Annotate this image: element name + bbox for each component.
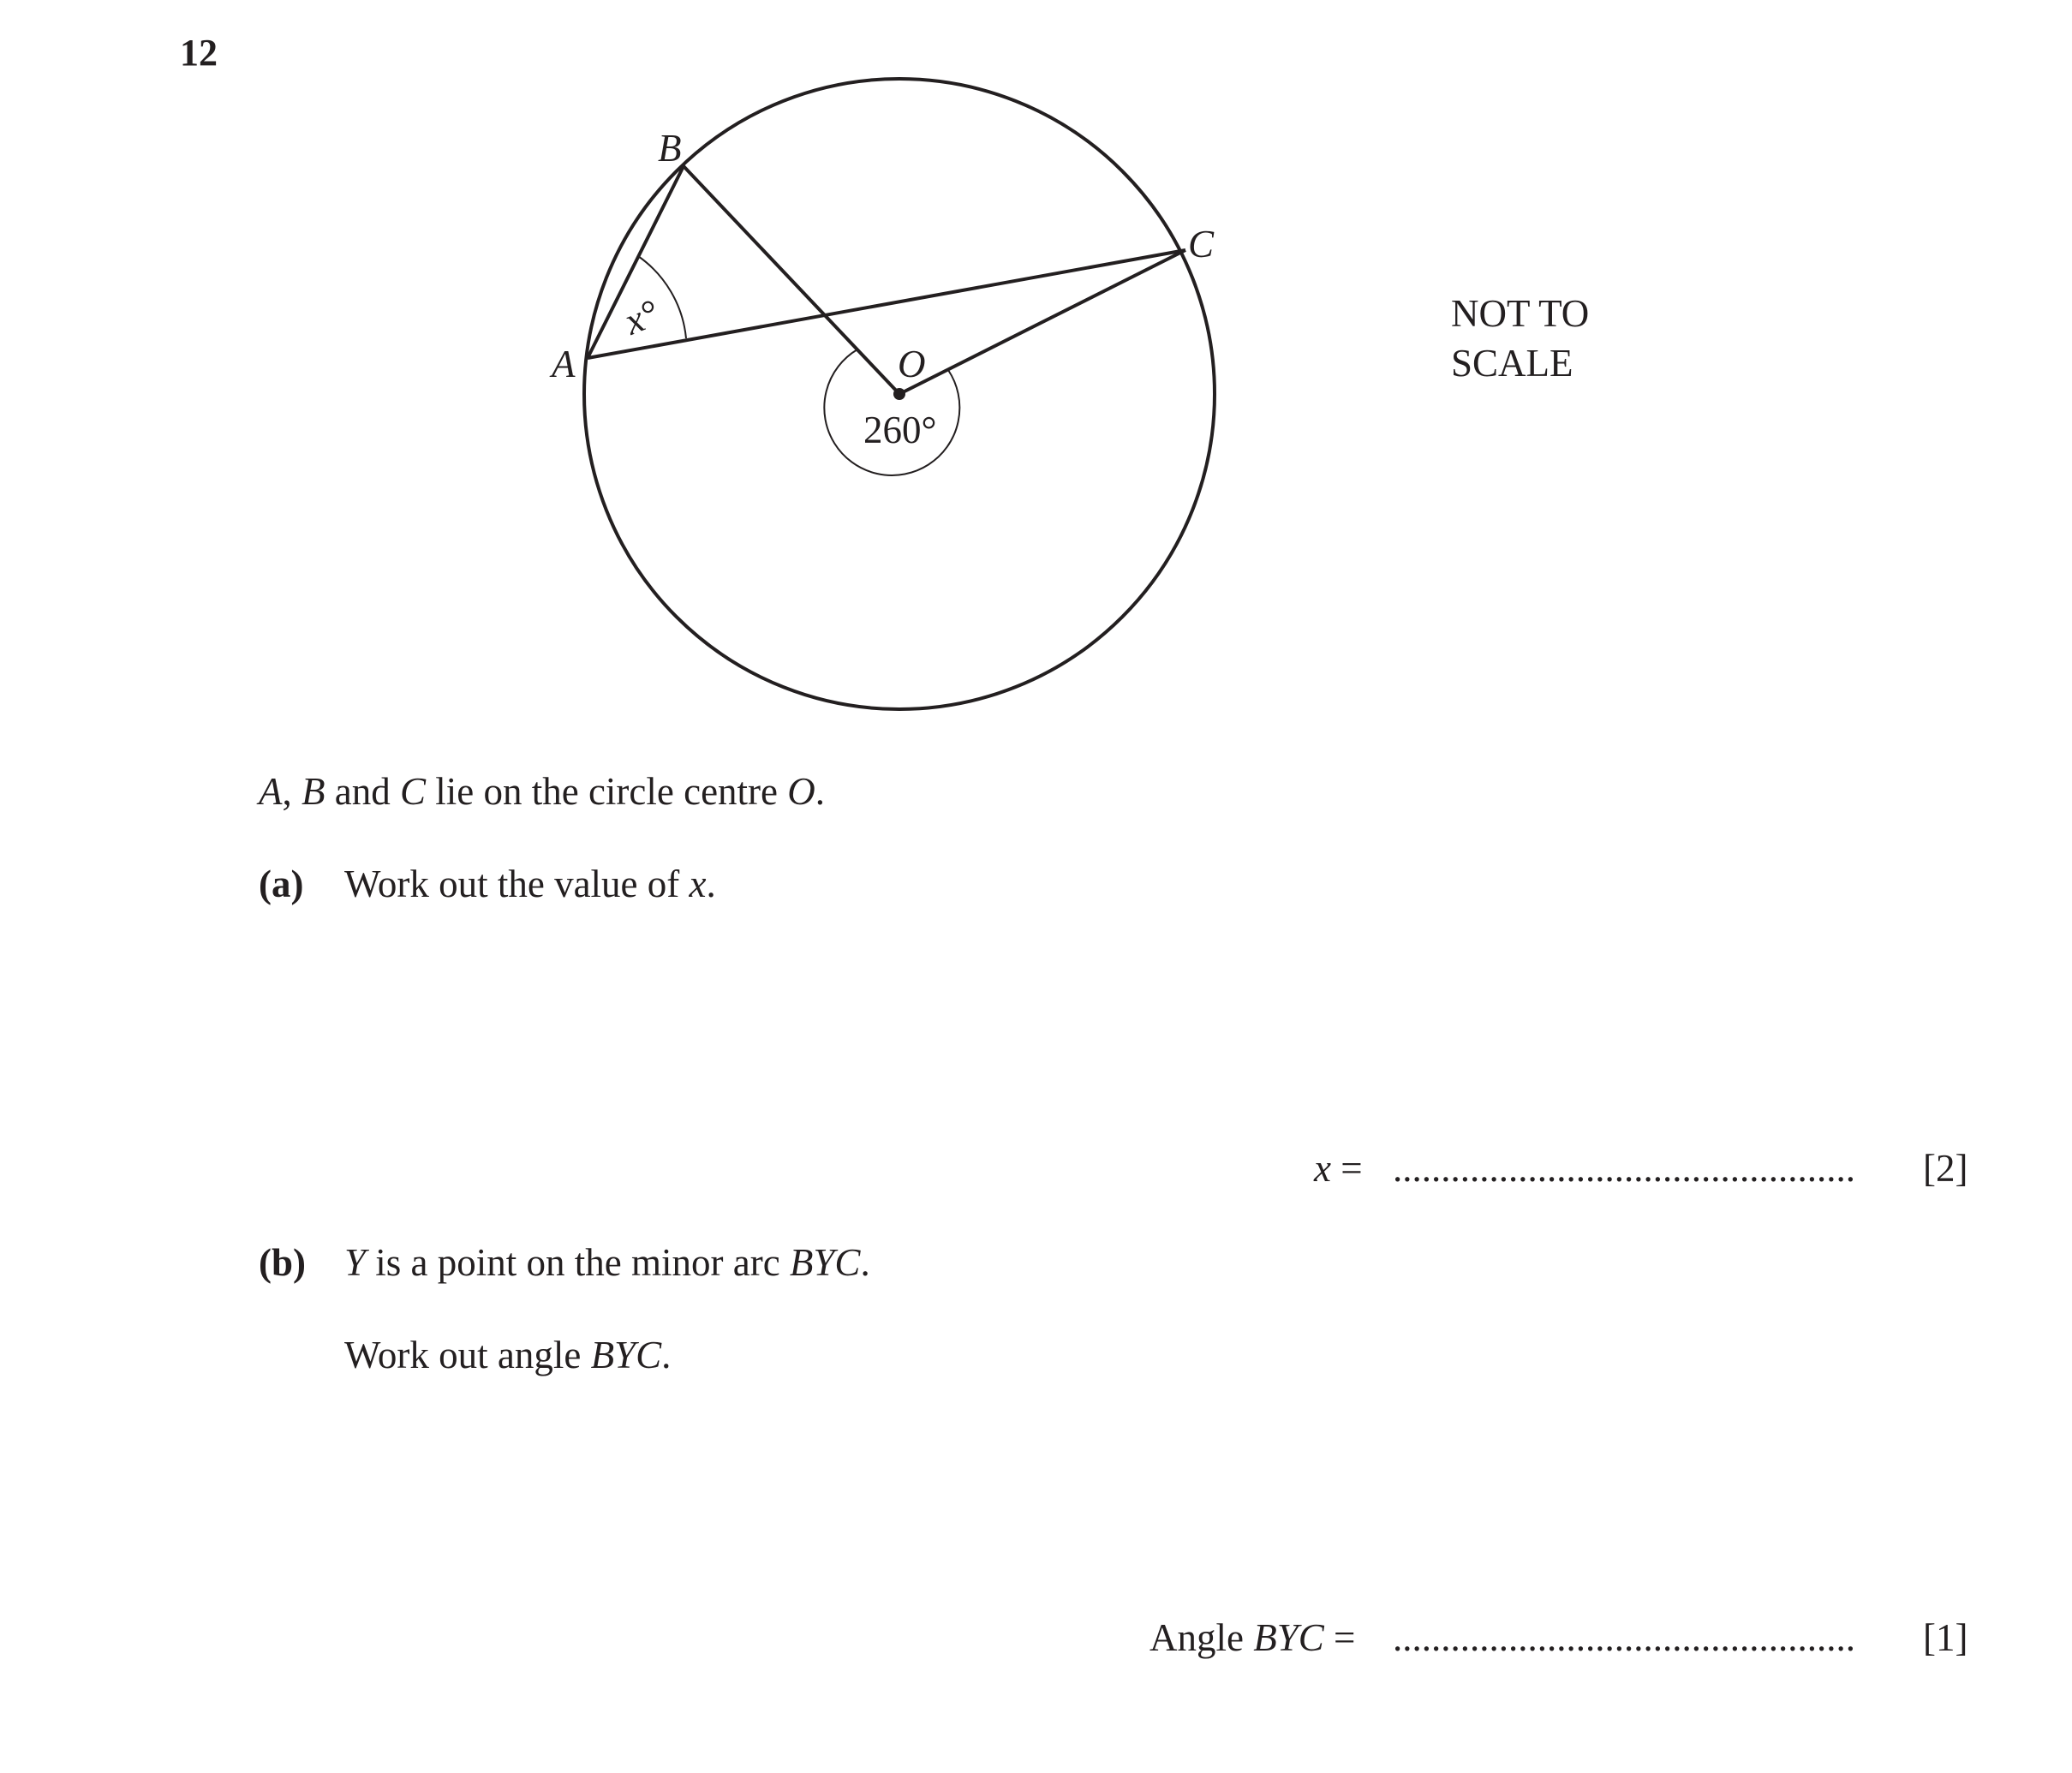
- intro-point-c: C: [399, 770, 426, 813]
- part-b-angle: BYC: [590, 1334, 662, 1376]
- part-a-text: Work out the value of: [344, 863, 690, 905]
- part-a-answer-eq: =: [1330, 1147, 1363, 1190]
- label-b: B: [658, 127, 682, 170]
- intro-point-o: O: [787, 770, 815, 813]
- part-a-question: [344, 862, 716, 906]
- part-a-answer-line[interactable]: ................................................: [1393, 1147, 1855, 1190]
- part-b-y: Y: [344, 1241, 367, 1284]
- part-b-answer-label: [1149, 1615, 1355, 1660]
- part-b-text2: Work out angle: [344, 1334, 591, 1376]
- part-a-answer-label: [1314, 1146, 1363, 1191]
- part-b-answer-var: BYC: [1253, 1616, 1324, 1659]
- line-oc: [899, 250, 1185, 394]
- scale-note-line1: NOT TO: [1451, 292, 1590, 335]
- part-a-label: (a): [259, 863, 304, 905]
- intro-rest: lie on the circle centre: [426, 770, 788, 813]
- intro-and: and: [325, 770, 400, 813]
- angle-x-text: x°: [618, 290, 665, 343]
- intro-sep: ,: [282, 770, 302, 813]
- part-b-end1: .: [860, 1241, 870, 1284]
- part-b-text1: is a point on the minor arc: [366, 1241, 790, 1284]
- label-a: A: [552, 343, 576, 385]
- part-b-answer-line[interactable]: ................................................: [1393, 1616, 1855, 1659]
- line-bo: [684, 166, 899, 394]
- label-c: C: [1188, 223, 1215, 266]
- question-number: 12: [180, 32, 218, 74]
- part-a-answer-var: x: [1314, 1147, 1331, 1190]
- part-b-label: (b): [259, 1241, 306, 1284]
- scale-note-line2: SCALE: [1451, 342, 1573, 385]
- part-b-answer-prefix: Angle: [1149, 1616, 1254, 1659]
- part-b-answer-eq: =: [1323, 1616, 1356, 1659]
- part-b-end2: .: [661, 1334, 672, 1376]
- intro-end: .: [815, 770, 826, 813]
- intro-point-b: B: [302, 770, 325, 813]
- part-a-var: x: [689, 863, 707, 905]
- part-b-marks: [1]: [1923, 1616, 1968, 1659]
- part-b-question: [344, 1333, 671, 1377]
- reflex-angle-label: 260°: [863, 409, 937, 451]
- intro-point-a: A: [259, 770, 283, 813]
- part-a-marks: [2]: [1923, 1147, 1968, 1190]
- label-o: O: [898, 343, 926, 385]
- part-b-arc: BYC: [789, 1241, 861, 1284]
- part-b-statement: [344, 1240, 870, 1285]
- part-a-end: .: [706, 863, 716, 905]
- intro-statement: [259, 769, 825, 814]
- centre-point: [893, 388, 905, 400]
- angle-x-label: [618, 291, 665, 343]
